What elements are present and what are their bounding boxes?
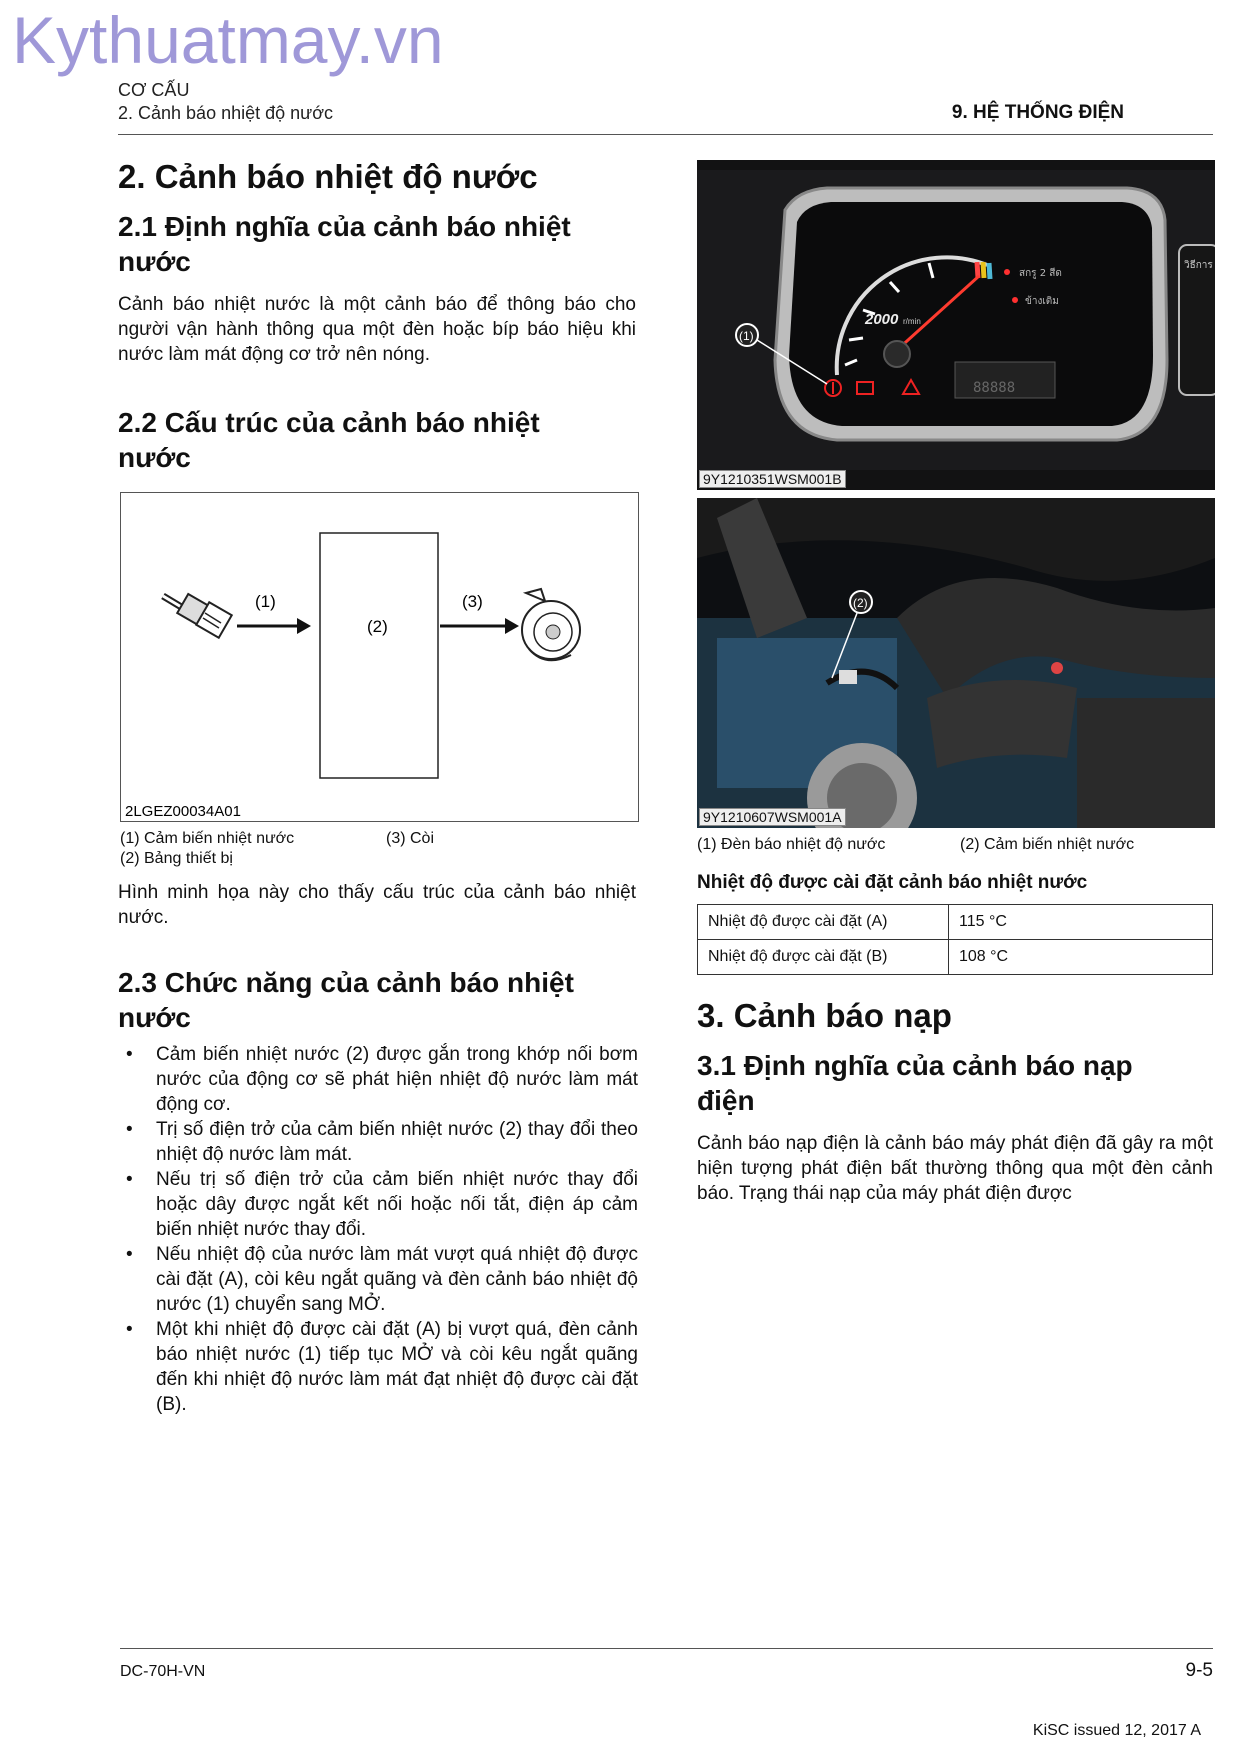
lcd-value: 88888 bbox=[973, 380, 1016, 396]
diagram-label-3: (3) bbox=[462, 592, 483, 611]
settings-table-title: Nhiệt độ được cài đặt cảnh báo nhiệt nước bbox=[697, 872, 1088, 893]
watermark: Kythuatmay.vn bbox=[12, 3, 444, 77]
section-2-2-text: Hình minh họa này cho thấy cấu trúc của cảnh báo nhiệt nước. bbox=[118, 882, 636, 928]
table-row bbox=[698, 905, 1213, 940]
legend-item-1: (1) Cảm biến nhiệt nước bbox=[120, 830, 295, 847]
section-2-title: 2. Cảnh báo nhiệt độ nước bbox=[118, 158, 538, 195]
footer-page-number: 9-5 bbox=[1185, 1660, 1213, 1681]
table-cell-value: 108 °C bbox=[949, 940, 1213, 975]
section-3-title: 3. Cảnh báo nạp bbox=[697, 997, 952, 1034]
section-3-1-title: 3.1 Định nghĩa của cảnh báo nạp điện bbox=[697, 1050, 1133, 1116]
settings-table bbox=[697, 904, 1213, 975]
section-2-2-title: 2.2 Cấu trúc của cảnh báo nhiệt nước bbox=[118, 407, 540, 473]
water-temp-sensor-connector bbox=[839, 670, 857, 684]
photo2-marker: (2) bbox=[853, 596, 868, 610]
structure-diagram bbox=[120, 492, 639, 822]
function-list bbox=[120, 1042, 638, 1417]
photo2-code: 9Y1210607WSM001A bbox=[699, 808, 846, 826]
diagram-label-2: (2) bbox=[367, 617, 388, 636]
diagram-label-1: (1) bbox=[255, 592, 276, 611]
diagram-code: 2LGEZ00034A01 bbox=[125, 803, 241, 820]
photo1-code: 9Y1210351WSM001B bbox=[699, 470, 846, 488]
footer-issued: KiSC issued 12, 2017 A bbox=[1032, 1722, 1201, 1739]
section-3-1-text: Cảnh báo nạp điện là cảnh báo máy phát điện đã gây ra một hiện tượng phát điện bất thường thông qua một đèn cảnh báo. Trạng thái nạp của máy phát điện được bbox=[697, 1133, 1213, 1204]
gauge-unit-label: r/min bbox=[903, 317, 921, 326]
list-item: • Trị số điện trở của cảm biến nhiệt nước (2) thay đổi theo nhiệt độ nước làm mát. bbox=[126, 1119, 638, 1165]
header-divider bbox=[118, 134, 1213, 135]
legend-item-2: (2) Bảng thiết bị bbox=[120, 850, 233, 867]
structure-diagram-art bbox=[121, 493, 638, 821]
list-item: • Một khi nhiệt độ được cài đặt (A) bị vượt quá, đèn cảnh báo nhiệt nước (1) tiếp tục MỞ và còi kêu ngắt quãng đến khi nhiệt độ nước làm mát đạt nhiệt độ được cài đặt (B). bbox=[126, 1319, 638, 1415]
horn-icon bbox=[522, 589, 580, 660]
section-2-1-text: Cảnh báo nhiệt nước là một cảnh báo để thông báo cho người vận hành thông qua một đèn hoặc bíp báo hiệu khi nước làm mát động cơ trở nên nóng. bbox=[118, 294, 636, 365]
photo-caption-1: (1) Đèn báo nhiệt độ nước bbox=[697, 836, 886, 853]
footer-doc-code: DC-70H-VN bbox=[120, 1663, 206, 1680]
footer-divider bbox=[120, 1648, 1213, 1649]
table-cell-value: 115 °C bbox=[949, 905, 1213, 940]
list-item: • Nếu nhiệt độ của nước làm mát vượt quá nhiệt độ được cài đặt (A), còi kêu ngắt quãng và đèn cảnh báo nhiệt độ nước (1) chuyển sang MỞ. bbox=[126, 1244, 638, 1315]
list-item: • Nếu trị số điện trở của cảm biến nhiệt nước thay đổi hoặc dây được ngắt kết nối hoặc nối tắt, điện áp cảm biến nhiệt nước thay đổi. bbox=[126, 1169, 638, 1240]
table-cell-label: Nhiệt độ được cài đặt (B) bbox=[698, 940, 949, 975]
gauge-rpm-label: 2000 bbox=[865, 311, 899, 328]
header-chapter: 9. HỆ THỐNG ĐIỆN bbox=[951, 102, 1124, 123]
header-section: 2. Cảnh báo nhiệt độ nước bbox=[118, 103, 333, 123]
legend-item-3: (3) Còi bbox=[386, 830, 435, 847]
section-2-3-title: 2.3 Chức năng của cảnh báo nhiệt nước bbox=[118, 967, 574, 1033]
indicator-label-2: ข้างเติม bbox=[1025, 296, 1059, 307]
photo-caption-2: (2) Cảm biến nhiệt nước bbox=[960, 836, 1135, 853]
table-cell-label: Nhiệt độ được cài đặt (A) bbox=[698, 905, 949, 940]
section-2-1-title: 2.1 Định nghĩa của cảnh báo nhiệt nước bbox=[118, 211, 571, 277]
indicator-label-1: สกรู 2 สีด bbox=[1019, 268, 1062, 279]
header-category: CƠ CẤU bbox=[118, 80, 190, 100]
water-temp-sensor-icon bbox=[163, 594, 232, 638]
dashboard-photo bbox=[697, 160, 1215, 490]
list-item: • Cảm biến nhiệt nước (2) được gắn trong khớp nối bơm nước của động cơ sẽ phát hiện nhiệt độ nước làm mát động cơ. bbox=[126, 1044, 638, 1115]
side-panel-label: วิธีการ bbox=[1184, 260, 1213, 271]
engine-photo bbox=[697, 498, 1215, 828]
photo1-marker: (1) bbox=[739, 329, 754, 343]
table-row bbox=[698, 940, 1213, 975]
